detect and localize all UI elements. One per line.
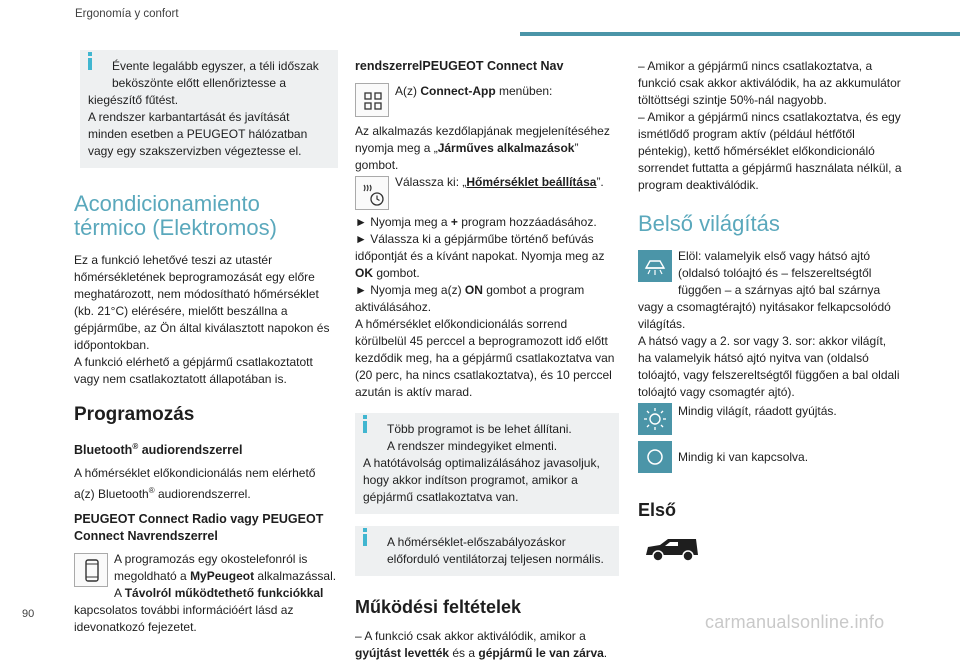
paragraph: A hőmérséklet előkondicionálás sorrend körülbelül 45 perccel a beprogramozott idő előtt kezdődik meg, ha a gépjármű csatlakoztatva van (20 perc, ha nincs csatlakoztatva), és 10 perccel azután is aktív marad. [355, 317, 615, 399]
note-line: beköszönte előtt ellenőriztesse a [112, 76, 287, 90]
van-icon [642, 535, 902, 570]
step: ► Nyomja meg a + program hozzáadásához. [355, 215, 597, 229]
paragraph: A funkció elérhető a gépjármű csatlakoztatott vagy nem csatlakoztatott állapotában is. [74, 355, 313, 386]
note-first-lines [363, 421, 609, 455]
header-title: Ergonomía y confort [75, 8, 179, 20]
app-menu-block [355, 81, 619, 119]
paragraph: Elöl: valamelyik első vagy hátsó ajtó (oldalsó tolóajtó és – felszereltségtől függően – a szárnyas ajtó bal szárnya vagy a csomagtérajtó) nyitásakor felkapcsolódó világítás. [638, 249, 891, 331]
step: ► Nyomja meg a(z) ON gombot a program aktiválásához. [355, 283, 585, 314]
watermark: carmanualsonline.info [705, 612, 885, 632]
bluetooth-heading: Bluetooth® audiorendszerrel [74, 442, 243, 458]
connect-nav-heading: PEUGEOT Connect Radio vagy PEUGEOT Connect Navrendszerrel [74, 512, 324, 544]
phone-block [74, 551, 338, 636]
page-number: 90 [22, 608, 35, 620]
note-line: A hatótávolság optimalizálásához javasoljuk, hogy akkor indítson programot, amikor a gépjármű csatlakoztatva van. [363, 456, 600, 504]
paragraph: Mindig ki van kapcsolva. [678, 450, 809, 464]
note-first-lines [363, 534, 609, 568]
sun-light-icon [638, 403, 672, 435]
paragraph: A(z) Connect-App menüben: [395, 84, 553, 98]
temperature-setting-block [355, 174, 619, 212]
front-light-block [638, 248, 902, 401]
info-note-heating [80, 50, 338, 168]
paragraph: Ez a funkció lehetővé teszi az utastér hőmérsékletének beprogramozását egy előre meghatározott, nem módosítható hőmérséklet (kb. 21°C) elérésére, mielőtt beszállna a gépjárműbe, az Ön által kiválasztott napokon és időpontokban. [74, 253, 330, 352]
subsection-title-conditions: Működési feltételek [355, 597, 522, 617]
off-circle-icon [638, 441, 672, 473]
subsection-title-front: Első [638, 500, 677, 520]
paragraph: Válassza ki: „Hőmérséklet beállítása”. [395, 175, 604, 189]
note-first-lines [88, 58, 328, 92]
column-2 [355, 58, 619, 662]
app-grid-icon [355, 83, 389, 117]
header-accent-bar [520, 32, 960, 36]
section-title-thermal: Acondicionamiento térmico (Elektromos) [74, 191, 277, 240]
section-title-interior-lighting: Belső világítás [638, 211, 780, 236]
note-line: kiegészítő fűtést. [88, 93, 179, 107]
note-line: előforduló ventilátorzaj teljesen normális. [387, 552, 604, 566]
paragraph: Mindig világít, ráadott gyújtás. [678, 404, 837, 418]
subsection-title-programming: Programozás [74, 404, 195, 425]
info-note-programs [355, 413, 619, 514]
paragraph: A programozás egy okostelefonról is megoldható a MyPeugeot alkalmazással. [114, 552, 337, 584]
smartphone-icon [74, 553, 108, 587]
connect-nav-heading-2: rendszerrelPEUGEOT Connect Nav [355, 59, 564, 73]
temperature-clock-icon [355, 176, 389, 210]
info-note-fan-noise [355, 526, 619, 576]
paragraph: Az alkalmazás kezdőlapjának megjelenítéséhez nyomja meg a „Járműves alkalmazások” gombot. [355, 124, 610, 172]
paragraph: – Amikor a gépjármű nincs csatlakoztatva, és egy ismétlődő program aktív (például hétfőtől péntekig), kettő hőmérséklet előkondicionáló sorrendet futtatta a gépjármű használata nélkül, a program deaktiválódik. [638, 110, 902, 192]
paragraph: – A funkció csak akkor aktiválódik, amikor a gyújtást levették és a gépjármű le van zárva. [355, 629, 608, 660]
always-off-block [638, 439, 902, 475]
note-line: A rendszer mindegyiket elmenti. [387, 439, 558, 453]
note-line: A hőmérséklet-előszabályozáskor [387, 535, 566, 549]
step: ► Válassza ki a gépjárműbe történő befúvás időpontját és a kívánt napokat. Nyomja meg az OK gombot. [355, 232, 605, 280]
note-line: Több programot is be lehet állítani. [387, 422, 572, 436]
paragraph: A hőmérséklet előkondicionálás nem elérhető a(z) Bluetooth® audiorendszerrel. [74, 466, 316, 502]
paragraph: A hátsó vagy a 2. sor vagy 3. sor: akkor világít, ha valamelyik hátsó ajtó nyitva van (oldalsó tolóajtó, vagy felszereltségtől függően a bal oldali tolóajtó vagy csomagtér ajtó). [638, 334, 900, 399]
paragraph: A Távolról működtethető funkciókkal kapcsolatos további információért lásd az idevonatkozó fejezetet. [74, 586, 324, 635]
paragraph: – Amikor a gépjármű nincs csatlakoztatva, a funkció csak akkor aktiválódik, ha az akkumulátor töltöttségi szintje 50%-nál nagyobb. [638, 59, 901, 107]
note-line: A rendszer karbantartását és javítását minden esetben a PEUGEOT hálózatban vagy egy szakszervizben végeztesse el. [88, 110, 308, 158]
always-on-block [638, 401, 902, 437]
interior-light-icon [638, 250, 672, 282]
column-1 [74, 50, 338, 636]
note-line: Évente legalább egyszer, a téli időszak [112, 59, 319, 73]
column-3 [638, 58, 902, 570]
